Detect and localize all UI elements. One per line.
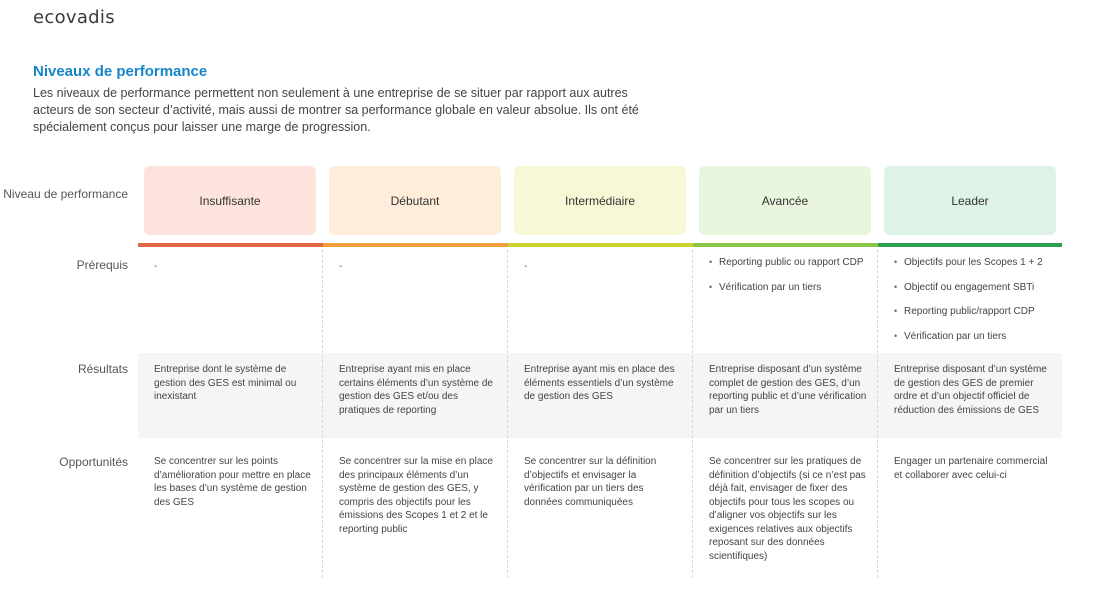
prereq-item: • Objectif ou engagement SBTi — [894, 281, 1062, 295]
level-color-bar — [138, 243, 323, 247]
level-color-bar — [508, 243, 693, 247]
level-header-insuffisante: Insuffisante — [144, 166, 316, 235]
level-color-bar — [693, 243, 878, 247]
opportunity-cell: Se concentrer sur la mise en place des principaux éléments d’un système de gestion des GES, y compris des objectifs pour les émissions des Scopes 1 et 2 et le reporting public — [339, 456, 493, 535]
row-label-opportunities: Opportunités — [59, 455, 128, 469]
level-color-bar — [878, 243, 1062, 247]
column-divider — [507, 250, 508, 578]
level-header-leader: Leader — [884, 166, 1056, 235]
column-divider — [322, 250, 323, 578]
opportunity-cell: Engager un partenaire commercial et collaborer avec celui-ci — [894, 456, 1048, 481]
prereq-item: • Vérification par un tiers — [709, 281, 869, 295]
prereq-cell: - — [339, 261, 343, 272]
column-divider — [877, 250, 878, 578]
opportunity-cell: Se concentrer sur la définition d’objectifs et envisager la vérification par un tiers des données communiquées — [524, 456, 657, 508]
page-title: Niveaux de performance — [33, 63, 208, 80]
result-cell: Entreprise ayant mis en place des éléments essentiels d’un système de gestion des GES — [524, 364, 675, 402]
row-label-level: Niveau de performance — [3, 187, 128, 201]
ecovadis-logo: ecovadis — [33, 7, 115, 28]
level-color-bar — [323, 243, 508, 247]
prereq-cell — [709, 256, 869, 305]
row-label-results: Résultats — [77, 362, 128, 376]
prereq-item: • Reporting public/rapport CDP — [894, 305, 1062, 319]
column-divider — [692, 250, 693, 578]
level-header-debutant: Débutant — [329, 166, 501, 235]
prereq-cell: - — [524, 261, 528, 272]
prereq-item: • Vérification par un tiers — [894, 330, 1062, 344]
level-header-intermediaire: Intermédiaire — [514, 166, 686, 235]
prereq-item: • Objectifs pour les Scopes 1 + 2 — [894, 256, 1062, 270]
row-label-prereq: Prérequis — [76, 258, 128, 272]
level-header-avancee: Avancée — [699, 166, 871, 235]
intro-paragraph: Les niveaux de performance permettent non seulement à une entreprise de se situer par rapport aux autres acteurs de son secteur d’activité, mais aussi de montrer sa performance globale en valeur absolue. Ils ont été spécialement conçus pour laisser une marge de progression. — [33, 86, 639, 134]
result-cell: Entreprise dont le système de gestion des GES est minimal ou inexistant — [154, 364, 297, 402]
result-cell: Entreprise ayant mis en place certains éléments d’un système de gestion des GES et/ou des pratiques de reporting — [339, 364, 493, 416]
result-cell: Entreprise disposant d’un système complet de gestion des GES, d’un reporting public et d’une vérification par un tiers — [709, 364, 867, 416]
performance-levels-table — [3, 158, 1062, 588]
result-cell: Entreprise disposant d’un système de gestion des GES de premier ordre et d’un objectif officiel de réduction des émissions de GES — [894, 364, 1047, 416]
opportunity-cell: Se concentrer sur les pratiques de définition d’objectifs (si ce n’est pas déjà fait, envisager de fixer des objectifs pour tous les scopes ou d’aligner vos objectifs sur les exigences relatives aux objectifs reposant sur des données scientifiques) — [709, 456, 866, 562]
prereq-item: • Reporting public ou rapport CDP — [709, 256, 869, 270]
prereq-cell: - — [154, 261, 158, 272]
prereq-cell — [894, 256, 1062, 354]
opportunity-cell: Se concentrer sur les points d’amélioration pour mettre en place les bases d’un système de gestion des GES — [154, 456, 311, 508]
